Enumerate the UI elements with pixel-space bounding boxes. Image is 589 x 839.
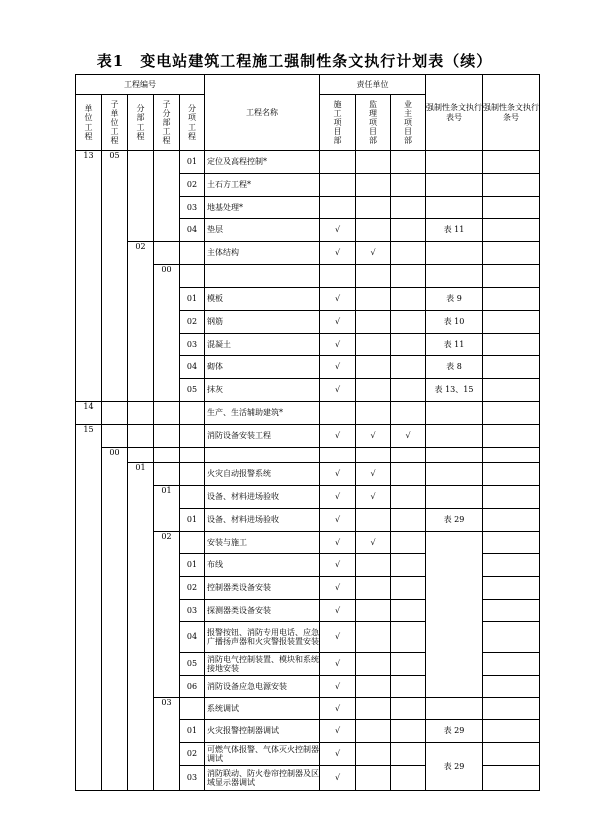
unit-code-cell: 15 bbox=[76, 425, 102, 791]
project-name-cell: 垫层 bbox=[205, 219, 320, 242]
table-number-cell bbox=[426, 698, 483, 720]
item-code-cell: 03 bbox=[180, 334, 205, 356]
clause-number-cell bbox=[483, 622, 540, 653]
supervision-check-cell bbox=[356, 379, 391, 402]
item-code-cell: 04 bbox=[180, 356, 205, 379]
owner-check-cell bbox=[391, 402, 426, 425]
table-number-cell: 表 11 bbox=[426, 219, 483, 242]
sub-division-code-cell bbox=[154, 242, 180, 265]
clause-number-cell bbox=[483, 311, 540, 334]
clause-number-cell bbox=[483, 334, 540, 356]
table-row bbox=[76, 151, 540, 174]
supervision-check-cell bbox=[356, 698, 391, 720]
header-item: 分项工程 bbox=[188, 104, 196, 141]
header-sub-unit-project: 子单位工程 bbox=[110, 99, 119, 146]
owner-check-cell bbox=[391, 577, 426, 600]
owner-check-cell bbox=[391, 356, 426, 379]
construction-check-cell: √ bbox=[320, 622, 356, 653]
table-number-cell bbox=[426, 463, 483, 486]
item-code-cell: 03 bbox=[180, 197, 205, 219]
supervision-check-cell: √ bbox=[356, 242, 391, 265]
project-name-cell: 消防电气控制装置、模块和系统接地安装 bbox=[205, 653, 320, 676]
supervision-check-cell bbox=[356, 174, 391, 197]
construction-check-cell: √ bbox=[320, 288, 356, 311]
supervision-check-cell bbox=[356, 600, 391, 622]
header-division: 分部工程 bbox=[136, 104, 145, 141]
construction-check-cell bbox=[320, 448, 356, 463]
owner-check-cell bbox=[391, 676, 426, 698]
owner-check-cell bbox=[391, 554, 426, 577]
clause-number-cell bbox=[483, 197, 540, 219]
construction-check-cell: √ bbox=[320, 577, 356, 600]
sub-division-code-cell bbox=[154, 402, 180, 425]
item-code-cell bbox=[180, 463, 205, 486]
owner-check-cell bbox=[391, 486, 426, 509]
sub-division-code-cell bbox=[154, 463, 180, 486]
header-clause-no: 强制性条文执行条号 bbox=[483, 75, 540, 151]
item-code-cell: 01 bbox=[180, 509, 205, 532]
item-code-cell: 01 bbox=[180, 288, 205, 311]
construction-check-cell: √ bbox=[320, 698, 356, 720]
project-name-cell: 砌体 bbox=[205, 356, 320, 379]
project-name-cell: 土石方工程* bbox=[205, 174, 320, 197]
item-code-cell: 05 bbox=[180, 653, 205, 676]
item-code-cell: 02 bbox=[180, 174, 205, 197]
header-construction-dept: 施工项目部 bbox=[333, 99, 342, 146]
clause-number-cell bbox=[483, 743, 540, 766]
clause-number-cell bbox=[483, 766, 540, 791]
item-code-cell bbox=[180, 425, 205, 448]
clause-number-cell bbox=[483, 676, 540, 698]
clause-number-cell bbox=[483, 577, 540, 600]
item-code-cell: 05 bbox=[180, 379, 205, 402]
construction-check-cell: √ bbox=[320, 219, 356, 242]
owner-check-cell bbox=[391, 242, 426, 265]
construction-check-cell: √ bbox=[320, 676, 356, 698]
supervision-check-cell bbox=[356, 577, 391, 600]
header-unit-project: 单位工程 bbox=[84, 104, 93, 141]
clause-number-cell bbox=[483, 174, 540, 197]
header-group-code: 工程编号 bbox=[76, 75, 205, 95]
project-name-cell: 地基处理* bbox=[205, 197, 320, 219]
clause-number-cell bbox=[483, 265, 540, 288]
construction-check-cell: √ bbox=[320, 425, 356, 448]
sub-division-code-cell: 01 bbox=[154, 486, 180, 532]
owner-check-cell bbox=[391, 509, 426, 532]
clause-number-cell bbox=[483, 698, 540, 720]
construction-check-cell: √ bbox=[320, 720, 356, 743]
supervision-check-cell bbox=[356, 311, 391, 334]
table-number-cell: 表 29 bbox=[426, 743, 483, 791]
table-row bbox=[76, 242, 540, 265]
construction-check-cell: √ bbox=[320, 509, 356, 532]
project-name-cell: 混凝土 bbox=[205, 334, 320, 356]
project-name-cell: 消防联动、防火卷帘控制器及区域显示器调试 bbox=[205, 766, 320, 791]
table-row bbox=[76, 448, 540, 463]
construction-check-cell bbox=[320, 151, 356, 174]
table-row bbox=[76, 425, 540, 448]
supervision-check-cell bbox=[356, 151, 391, 174]
project-name-cell: 消防设备安装工程 bbox=[205, 425, 320, 448]
item-code-cell: 01 bbox=[180, 720, 205, 743]
construction-check-cell: √ bbox=[320, 600, 356, 622]
clause-number-cell bbox=[483, 509, 540, 532]
sub-unit-code-cell: 00 bbox=[102, 448, 128, 791]
construction-check-cell: √ bbox=[320, 334, 356, 356]
item-code-cell bbox=[180, 486, 205, 509]
unit-code-cell: 13 bbox=[76, 151, 102, 402]
project-name-cell: 系统调试 bbox=[205, 698, 320, 720]
construction-check-cell: √ bbox=[320, 379, 356, 402]
sub-division-code-cell: 02 bbox=[154, 532, 180, 698]
sub-division-code-cell bbox=[154, 151, 180, 242]
division-code-cell bbox=[128, 402, 154, 425]
table-row bbox=[76, 463, 540, 486]
sub-division-code-cell: 03 bbox=[154, 698, 180, 791]
clause-number-cell bbox=[483, 219, 540, 242]
clause-number-cell bbox=[483, 379, 540, 402]
clause-number-cell bbox=[483, 151, 540, 174]
construction-check-cell: √ bbox=[320, 356, 356, 379]
project-name-cell: 抹灰 bbox=[205, 379, 320, 402]
construction-check-cell: √ bbox=[320, 311, 356, 334]
construction-check-cell bbox=[320, 197, 356, 219]
sub-unit-code-cell bbox=[102, 425, 128, 448]
supervision-check-cell bbox=[356, 334, 391, 356]
header-project-name: 工程名称 bbox=[205, 75, 320, 151]
item-code-cell bbox=[180, 532, 205, 554]
supervision-check-cell bbox=[356, 448, 391, 463]
clause-number-cell bbox=[483, 288, 540, 311]
table-number-cell: 表 29 bbox=[426, 509, 483, 532]
owner-check-cell bbox=[391, 334, 426, 356]
owner-check-cell bbox=[391, 379, 426, 402]
owner-check-cell bbox=[391, 698, 426, 720]
division-code-cell bbox=[128, 425, 154, 448]
supervision-check-cell bbox=[356, 197, 391, 219]
clause-number-cell bbox=[483, 600, 540, 622]
sub-unit-code-cell bbox=[102, 402, 128, 425]
owner-check-cell bbox=[391, 448, 426, 463]
supervision-check-cell: √ bbox=[356, 425, 391, 448]
header-sub-division: 子分部工程 bbox=[162, 99, 171, 146]
supervision-check-cell bbox=[356, 509, 391, 532]
execution-plan-table bbox=[75, 74, 540, 791]
project-name-cell: 安装与施工 bbox=[205, 532, 320, 554]
division-code-cell bbox=[128, 151, 154, 242]
item-code-cell bbox=[180, 698, 205, 720]
sub-division-code-cell bbox=[154, 448, 180, 463]
owner-check-cell bbox=[391, 151, 426, 174]
construction-check-cell: √ bbox=[320, 743, 356, 766]
construction-check-cell: √ bbox=[320, 653, 356, 676]
clause-number-cell bbox=[483, 463, 540, 486]
supervision-check-cell bbox=[356, 766, 391, 791]
table-number-cell: 表 29 bbox=[426, 720, 483, 743]
item-code-cell: 02 bbox=[180, 577, 205, 600]
unit-code-cell: 14 bbox=[76, 402, 102, 425]
owner-check-cell bbox=[391, 219, 426, 242]
owner-check-cell bbox=[391, 600, 426, 622]
supervision-check-cell bbox=[356, 219, 391, 242]
construction-check-cell: √ bbox=[320, 463, 356, 486]
clause-number-cell bbox=[483, 653, 540, 676]
project-name-cell: 探测器类设备安装 bbox=[205, 600, 320, 622]
table-number-cell bbox=[426, 174, 483, 197]
clause-number-cell bbox=[483, 532, 540, 554]
construction-check-cell: √ bbox=[320, 532, 356, 554]
owner-check-cell bbox=[391, 622, 426, 653]
table-number-cell bbox=[426, 151, 483, 174]
project-name-cell bbox=[205, 448, 320, 463]
supervision-check-cell bbox=[356, 720, 391, 743]
sub-division-code-cell: 00 bbox=[154, 265, 180, 402]
construction-check-cell: √ bbox=[320, 486, 356, 509]
table-number-cell bbox=[426, 425, 483, 448]
item-code-cell: 02 bbox=[180, 743, 205, 766]
division-code-cell bbox=[128, 448, 154, 463]
clause-number-cell bbox=[483, 402, 540, 425]
clause-number-cell bbox=[483, 720, 540, 743]
clause-number-cell bbox=[483, 425, 540, 448]
supervision-check-cell: √ bbox=[356, 486, 391, 509]
owner-check-cell bbox=[391, 197, 426, 219]
supervision-check-cell bbox=[356, 622, 391, 653]
header-table-no: 强制性条文执行表号 bbox=[426, 75, 483, 151]
owner-check-cell bbox=[391, 265, 426, 288]
header-group-responsible: 责任单位 bbox=[320, 75, 426, 95]
table-number-cell: 表 8 bbox=[426, 356, 483, 379]
project-name-cell: 火灾报警控制器调试 bbox=[205, 720, 320, 743]
project-name-cell: 定位及高程控制* bbox=[205, 151, 320, 174]
table-number-cell: 表 13、15 bbox=[426, 379, 483, 402]
table-number-cell bbox=[426, 532, 483, 698]
construction-check-cell: √ bbox=[320, 554, 356, 577]
supervision-check-cell: √ bbox=[356, 532, 391, 554]
project-name-cell: 消防设备应急电源安装 bbox=[205, 676, 320, 698]
supervision-check-cell: √ bbox=[356, 463, 391, 486]
supervision-check-cell bbox=[356, 676, 391, 698]
supervision-check-cell bbox=[356, 265, 391, 288]
sub-unit-code-cell: 05 bbox=[102, 151, 128, 402]
owner-check-cell bbox=[391, 743, 426, 766]
owner-check-cell bbox=[391, 766, 426, 791]
table-number-cell: 表 10 bbox=[426, 311, 483, 334]
item-code-cell: 04 bbox=[180, 622, 205, 653]
owner-check-cell bbox=[391, 532, 426, 554]
table-number-cell: 表 9 bbox=[426, 288, 483, 311]
owner-check-cell bbox=[391, 288, 426, 311]
item-code-cell bbox=[180, 402, 205, 425]
item-code-cell bbox=[180, 242, 205, 265]
supervision-check-cell bbox=[356, 402, 391, 425]
item-code-cell: 03 bbox=[180, 600, 205, 622]
project-name-cell: 设备、材料进场验收 bbox=[205, 486, 320, 509]
table-row bbox=[76, 402, 540, 425]
table-number-cell bbox=[426, 265, 483, 288]
item-code-cell: 04 bbox=[180, 219, 205, 242]
table-number-cell bbox=[426, 486, 483, 509]
table-number-cell bbox=[426, 197, 483, 219]
owner-check-cell bbox=[391, 653, 426, 676]
project-name-cell: 可燃气体报警、气体灭火控制器调试 bbox=[205, 743, 320, 766]
table-number-cell bbox=[426, 242, 483, 265]
item-code-cell bbox=[180, 448, 205, 463]
supervision-check-cell bbox=[356, 743, 391, 766]
supervision-check-cell bbox=[356, 554, 391, 577]
construction-check-cell bbox=[320, 402, 356, 425]
project-name-cell: 钢筋 bbox=[205, 311, 320, 334]
page-title: 表1 变电站建筑工程施工强制性条文执行计划表（续） bbox=[96, 52, 493, 70]
project-name-cell: 主体结构 bbox=[205, 242, 320, 265]
item-code-cell: 06 bbox=[180, 676, 205, 698]
table-number-cell bbox=[426, 402, 483, 425]
supervision-check-cell bbox=[356, 653, 391, 676]
project-name-cell: 模板 bbox=[205, 288, 320, 311]
construction-check-cell: √ bbox=[320, 766, 356, 791]
table-number-cell bbox=[426, 448, 483, 463]
item-code-cell: 02 bbox=[180, 311, 205, 334]
division-code-cell: 02 bbox=[128, 242, 154, 402]
project-name-cell: 火灾自动报警系统 bbox=[205, 463, 320, 486]
clause-number-cell bbox=[483, 448, 540, 463]
owner-check-cell bbox=[391, 174, 426, 197]
owner-check-cell bbox=[391, 463, 426, 486]
supervision-check-cell bbox=[356, 356, 391, 379]
table-number-cell: 表 11 bbox=[426, 334, 483, 356]
item-code-cell: 01 bbox=[180, 151, 205, 174]
construction-check-cell: √ bbox=[320, 242, 356, 265]
project-name-cell: 生产、生活辅助建筑* bbox=[205, 402, 320, 425]
construction-check-cell bbox=[320, 265, 356, 288]
item-code-cell: 01 bbox=[180, 554, 205, 577]
header-owner-dept: 业主项目部 bbox=[404, 99, 412, 146]
owner-check-cell bbox=[391, 720, 426, 743]
construction-check-cell bbox=[320, 174, 356, 197]
division-code-cell: 01 bbox=[128, 463, 154, 791]
clause-number-cell bbox=[483, 242, 540, 265]
project-name-cell: 控制器类设备安装 bbox=[205, 577, 320, 600]
sub-division-code-cell bbox=[154, 425, 180, 448]
item-code-cell bbox=[180, 265, 205, 288]
clause-number-cell bbox=[483, 554, 540, 577]
project-name-cell bbox=[205, 265, 320, 288]
item-code-cell: 03 bbox=[180, 766, 205, 791]
project-name-cell: 设备、材料进场验收 bbox=[205, 509, 320, 532]
supervision-check-cell bbox=[356, 288, 391, 311]
project-name-cell: 布线 bbox=[205, 554, 320, 577]
owner-check-cell bbox=[391, 311, 426, 334]
header-supervision-dept: 监理项目部 bbox=[369, 99, 377, 146]
clause-number-cell bbox=[483, 356, 540, 379]
owner-check-cell: √ bbox=[391, 425, 426, 448]
project-name-cell: 报警按钮、消防专用电话、应急广播扬声器和火灾警报装置安装 bbox=[205, 622, 320, 653]
clause-number-cell bbox=[483, 486, 540, 509]
